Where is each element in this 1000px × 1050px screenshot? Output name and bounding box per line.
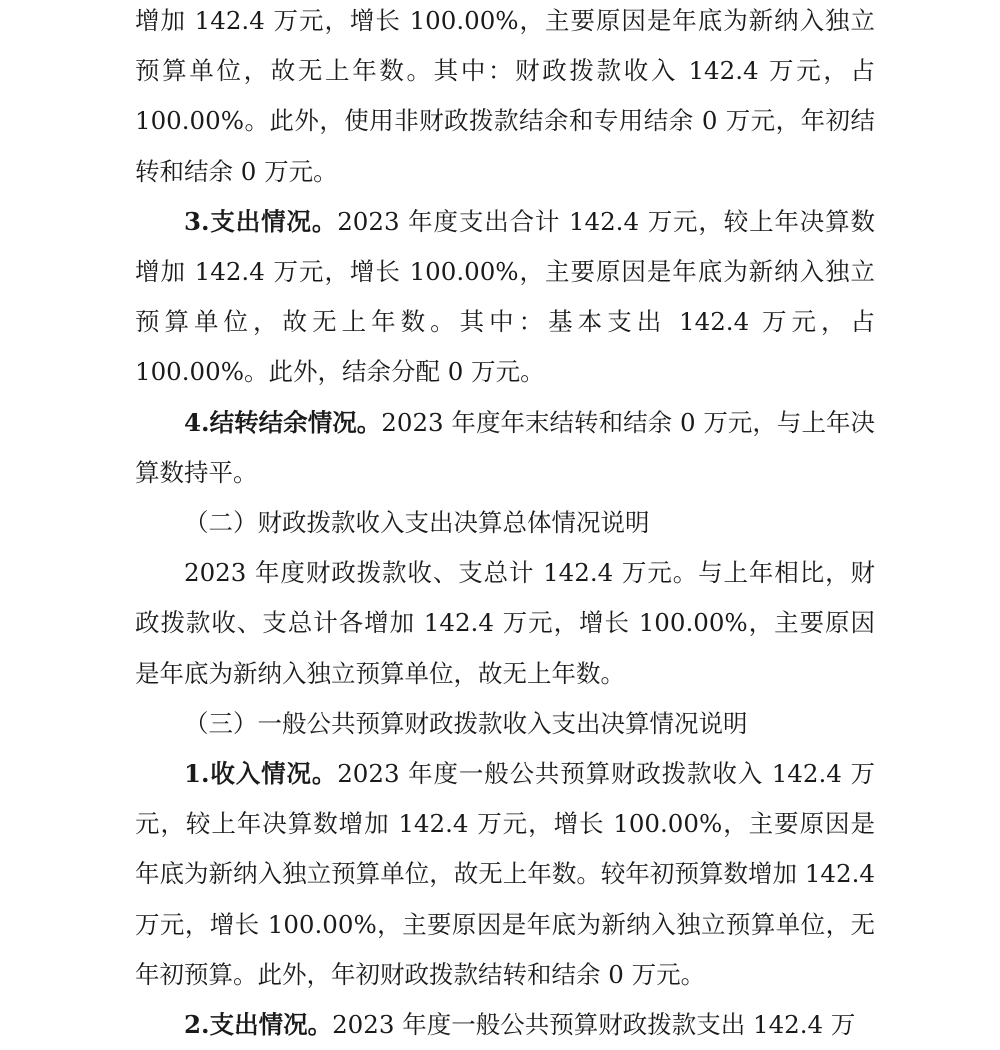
paragraph-carryover xyxy=(135,398,875,498)
paragraph-text: 2023 年度支出合计 142.4 万元，较上年决算数增加 142.4 万元，增长 100.00%，主要原因是年底为新纳入独立预算单位，故无上年数。其中：基本支出 142.4 万元，占 100.00%。此外，结余分配 0 万元。 xyxy=(135,206,875,387)
section-heading-3 xyxy=(135,699,875,749)
paragraph-text: 2023 年度一般公共预算财政拨款收入 142.4 万元，较上年决算数增加 142.4 万元，增长 100.00%，主要原因是年底为新纳入独立预算单位，故无上年数。较年初预算数增加 142.4 万元，增长 100.00%，主要原因是年底为新纳入独立预算单位，无年初预算。此外，年初财政拨款结转和结余 0 万元。 xyxy=(135,759,875,989)
paragraph-expenditure xyxy=(135,197,875,398)
section-heading-2 xyxy=(135,498,875,548)
paragraph-lead: 2.支出情况。 xyxy=(184,1010,333,1040)
heading-text: （三）一般公共预算财政拨款收入支出决算情况说明 xyxy=(184,708,748,738)
paragraph-text: 增加 142.4 万元，增长 100.00%，主要原因是年底为新纳入独立预算单位，故无上年数。其中：财政拨款收入 142.4 万元，占 100.00%。此外，使用非财政拨款结余和专用结余 0 万元，年初结转和结余 0 万元。 xyxy=(135,6,875,186)
paragraph-text: 2023 年度年末结转和结余 0 万元，与上年决算数持平。 xyxy=(135,407,875,487)
paragraph-text: 2023 年度财政拨款收、支总计 142.4 万元。与上年相比，财政拨款收、支总计各增加 142.4 万元，增长 100.00%，主要原因是年底为新纳入独立预算单位，故无上年数。 xyxy=(135,558,875,688)
paragraph-lead: 4.结转结余情况。 xyxy=(184,407,382,437)
paragraph-lead: 1.收入情况。 xyxy=(184,759,338,789)
paragraph-text: 2023 年度一般公共预算财政拨款支出 142.4 万 xyxy=(332,1010,856,1040)
heading-text: （二）财政拨款收入支出决算总体情况说明 xyxy=(184,508,650,538)
document-page xyxy=(135,0,875,1050)
paragraph-income-continued xyxy=(135,0,875,197)
paragraph-section-2-body xyxy=(135,548,875,699)
paragraph-lead: 3.支出情况。 xyxy=(184,206,338,236)
paragraph-general-income xyxy=(135,749,875,1000)
